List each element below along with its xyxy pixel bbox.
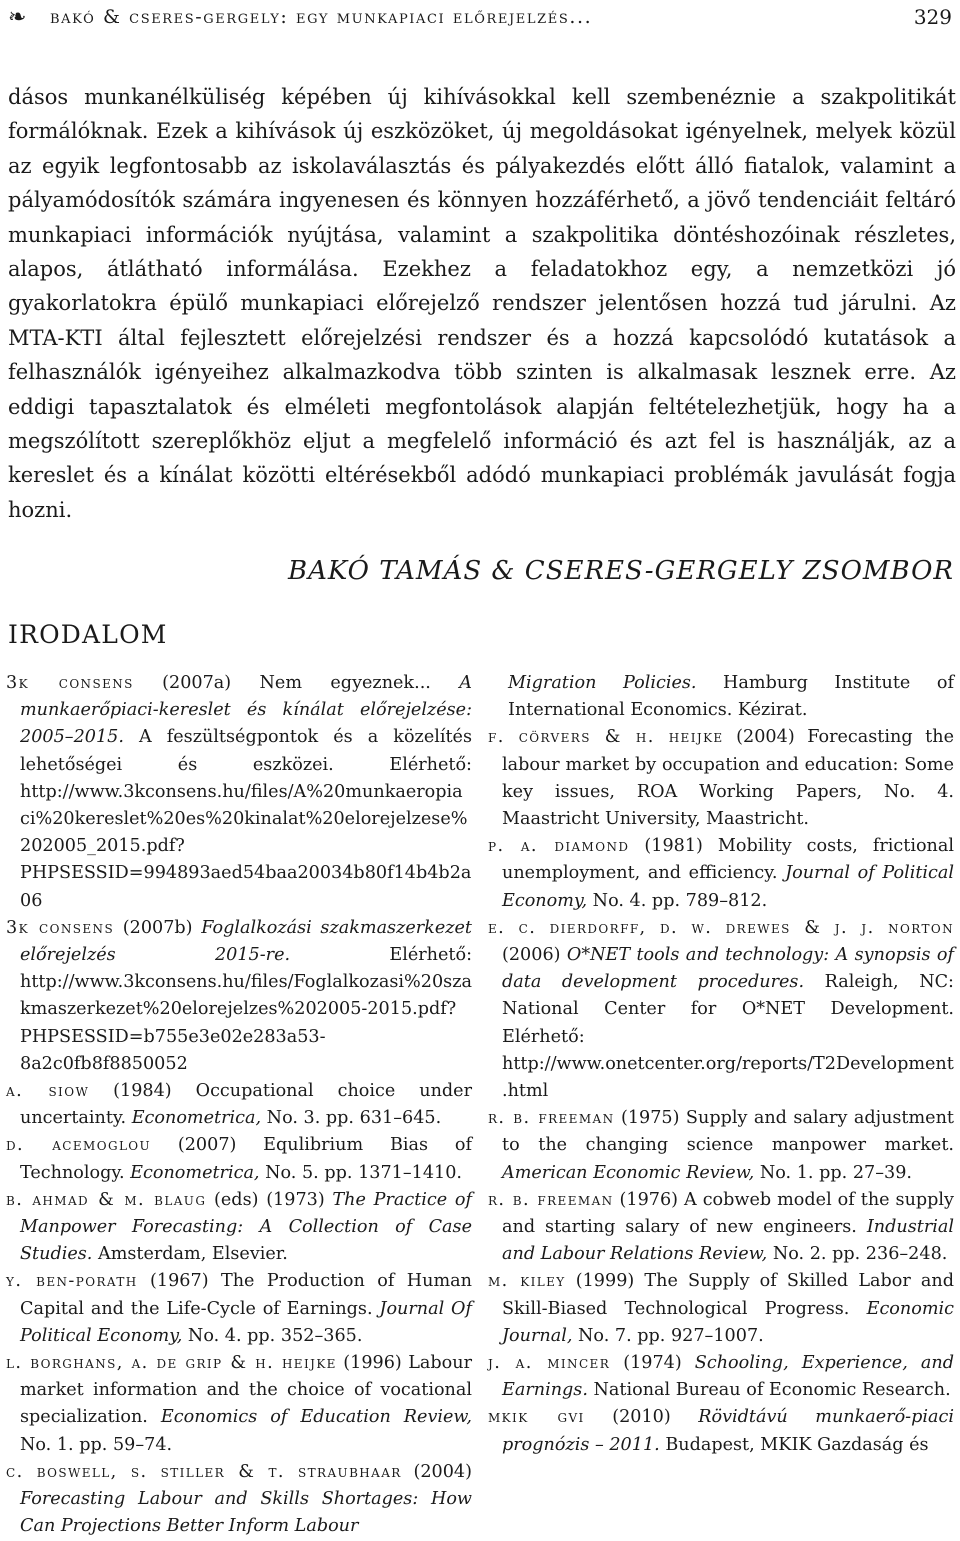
reference-details: No. 2. pp. 236–248. [767,1244,948,1265]
reference-text: (2004) Forecasting the labour market by occupation and education: Some key issues, ROA Working Papers, No. 4. Maastricht University, Maastricht. [502,727,954,830]
reference-authors: 3k consens [6,917,115,938]
reference-title: Industrial and Labour Relations Review, [502,1217,954,1265]
reference-authors: c. boswell, s. stiller & t. straubhaar [6,1461,402,1482]
references-right-column [488,670,954,1459]
reference-text: (1967) The Production of Human Capital and the Life-Cycle of Earnings. [20,1271,472,1319]
reference-item [6,1187,472,1269]
reference-text: (1974) [610,1353,695,1374]
reference-text: (eds) (1973) [206,1189,333,1210]
reference-details: National Bureau of Economic Research. [587,1380,951,1401]
reference-title: American Economic Review, [502,1162,755,1183]
running-header [8,0,952,34]
reference-details: Raleigh, NC: National Center for O*NET Development. Elérhető: http://www.onetcenter.org/reports/T2Development.html [502,972,954,1102]
reference-authors: p. a. diamond [488,836,630,857]
reference-item [488,1187,954,1269]
reference-item [488,1105,954,1187]
reference-text: (2007a) Nem egyeznek... [133,673,460,693]
reference-text: (1999) The Supply of Skilled Labor and Skill-Biased Technological Progress. [502,1271,955,1319]
reference-title: Rövidtávú munkaerő-piaci prognózis – 2011. [502,1407,954,1455]
reference-item [6,1078,472,1132]
reference-title: Schooling, Experience, and Earnings. [502,1353,954,1401]
running-title: bakó & cseres-gergely: egy munkapiaci előrejelzés... [50,6,593,28]
reference-item [488,1350,954,1404]
reference-authors: r. b. freeman [488,1189,614,1210]
references-left-column [6,670,472,1541]
reference-authors: r. b. freeman [488,1108,615,1129]
reference-text: (1981) Mobility costs, frictional unemployment, and efficiency. [502,836,954,884]
reference-item [6,1459,472,1541]
reference-item [6,1132,472,1186]
reference-details: No. 7. pp. 927–1007. [572,1325,764,1346]
reference-authors: f. cörvers & h. heijke [488,727,724,748]
reference-authors: b. ahmad & m. blaug [6,1189,207,1210]
reference-text: (2004) [401,1461,472,1482]
reference-details: No. 1. pp. 27–39. [754,1162,912,1183]
reference-item [6,1350,472,1459]
reference-details: No. 5. pp. 1371–1410. [259,1162,463,1183]
reference-details: No. 3. pp. 631–645. [261,1108,442,1129]
reference-details: Hamburg Institute of International Economics. Kézirat. [508,673,954,721]
section-title: IRODALOM [8,620,168,649]
reference-authors: mkik gvi [488,1407,585,1428]
reference-title: Econometrica, [131,1108,262,1129]
reference-details: No. 1. pp. 59–74. [20,1434,173,1455]
reference-authors: 3k consens [6,673,134,693]
reference-text: (2006) [502,945,567,966]
reference-title: Economic Journal, [502,1298,954,1346]
fleuron-icon: ❧ [8,4,27,30]
reference-item [6,915,472,1078]
reference-text: (1984) Occupational choice under uncertainty. [20,1081,472,1129]
reference-text: (1975) Supply and salary adjustment to the changing science manpower market. [502,1108,954,1156]
author-signature: BAKÓ TAMÁS & CSERES-GERGELY ZSOMBOR [288,556,954,586]
reference-title: Economics of Education Review, [160,1407,473,1428]
reference-details: Elérhető: http://www.3kconsens.hu/files/Foglalkozasi%20szakmaszerkezet%20elorejelzes%202005-2015.pdf?PHPSESSID=b755e3e02e283a53-8a2c0fb8f8850052 [20,945,473,1074]
reference-authors: m. kiley [488,1271,566,1292]
reference-authors: j. a. mincer [488,1353,611,1374]
reference-item [488,670,954,724]
reference-item [6,1268,472,1350]
reference-title: Journal of Political Economy, [502,863,955,911]
reference-text: (1976) A cobweb model of the supply and starting salary of new engineers. [502,1189,955,1238]
reference-title: Econometrica, [130,1162,260,1183]
reference-authors: e. c. dierdorff, d. w. drewes & j. j. norton [488,917,954,938]
reference-text: (2007) Equlibrium Bias of Technology. [20,1135,472,1183]
reference-title: Foglalkozási szakmaszerkezet előrejelzés 2015-re. [20,917,473,966]
reference-title: The Practice of Manpower Forecasting: A Collection of Case Studies. [20,1189,473,1265]
reference-item [488,1268,954,1350]
reference-authors: l. borghans, a. de grip & h. heijke [6,1353,337,1374]
reference-authors: a. siow [6,1081,90,1102]
reference-title: Journal Of Political Economy, [20,1298,472,1346]
reference-details: Amsterdam, Elsevier. [92,1244,288,1265]
reference-title: A munkaerőpiaci-kereslet és kínálat előrejelzése: 2005–2015. [20,673,472,748]
reference-title: Migration Policies. [508,673,697,693]
reference-details: Budapest, MKIK Gazdaság és [659,1434,929,1455]
reference-details: No. 4. pp. 352–365. [182,1325,363,1346]
reference-item [488,833,954,915]
body-paragraph: dásos munkanélküliség képében új kihívásokkal kell szembenéznie a szakpolitikát formálóknak. Ezek a kihívások új eszközöket, új megoldásokat igényelnek, melyek közül az egyik legfontosabb az iskolaválasztás és pályakezdés előtt álló fiatalok, valamint a pályamódosítók számára ingyenesen és könnyen hozzáférhető, a jövő tendenciáit feltáró munkapiaci információk nyújtása, valamint a szakpolitika döntéshozóinak részletes, alapos, átlátható informálása. Ezekhez a feladatokhoz egy, a nemzetközi jó gyakorlatokra épülő munkapiaci előrejelző rendszer jelentősen hozzá tud járulni. Az MTA-KTI által fejlesztett előrejelzési rendszer és a hozzá kapcsolódó kutatások a felhasználók igényeihez alkalmazkodva több szinten is alkalmasak lesznek erre. Az eddigi tapasztalatok és elméleti megfontolások alapján feltételezhetjük, hogy ha a megszólított szereplőkhöz eljut a megfelelő információ és azt fel is használják, az a kereslet és a kínálat közötti eltérésekből adódó munkapiaci problémák javulását fogja hozni. [8,85,956,522]
reference-title: O*NET tools and technology: A synopsis of data development procedures. [502,945,954,993]
reference-item [488,915,954,1105]
reference-details: No. 4. pp. 789–812. [587,890,768,911]
reference-item [6,670,472,915]
reference-text: (2007b) [114,917,202,938]
reference-authors: d. acemoglou [6,1135,152,1156]
reference-details: A feszültségpontok és a közelítés lehetőségei és eszközei. Elérhető: http://www.3kconsens.hu/files/A%20munkaeropiaci%20kereslet%20es%20kinalat%20elorejelzese%202005_2015.pdf?PHPSESSID=994893aed54baa20034b80f14b4b2a06 [20,727,472,911]
reference-text: (1996) Labour market information and the choice of vocational specialization. [20,1353,472,1428]
reference-item [488,1404,954,1458]
reference-authors: y. ben-porath [6,1271,138,1292]
reference-text: (2010) [584,1407,699,1428]
reference-title: Forecasting Labour and Skills Shortages: How Can Projections Better Inform Labour [20,1489,472,1537]
reference-item [488,724,954,833]
page-number: 329 [913,5,952,29]
